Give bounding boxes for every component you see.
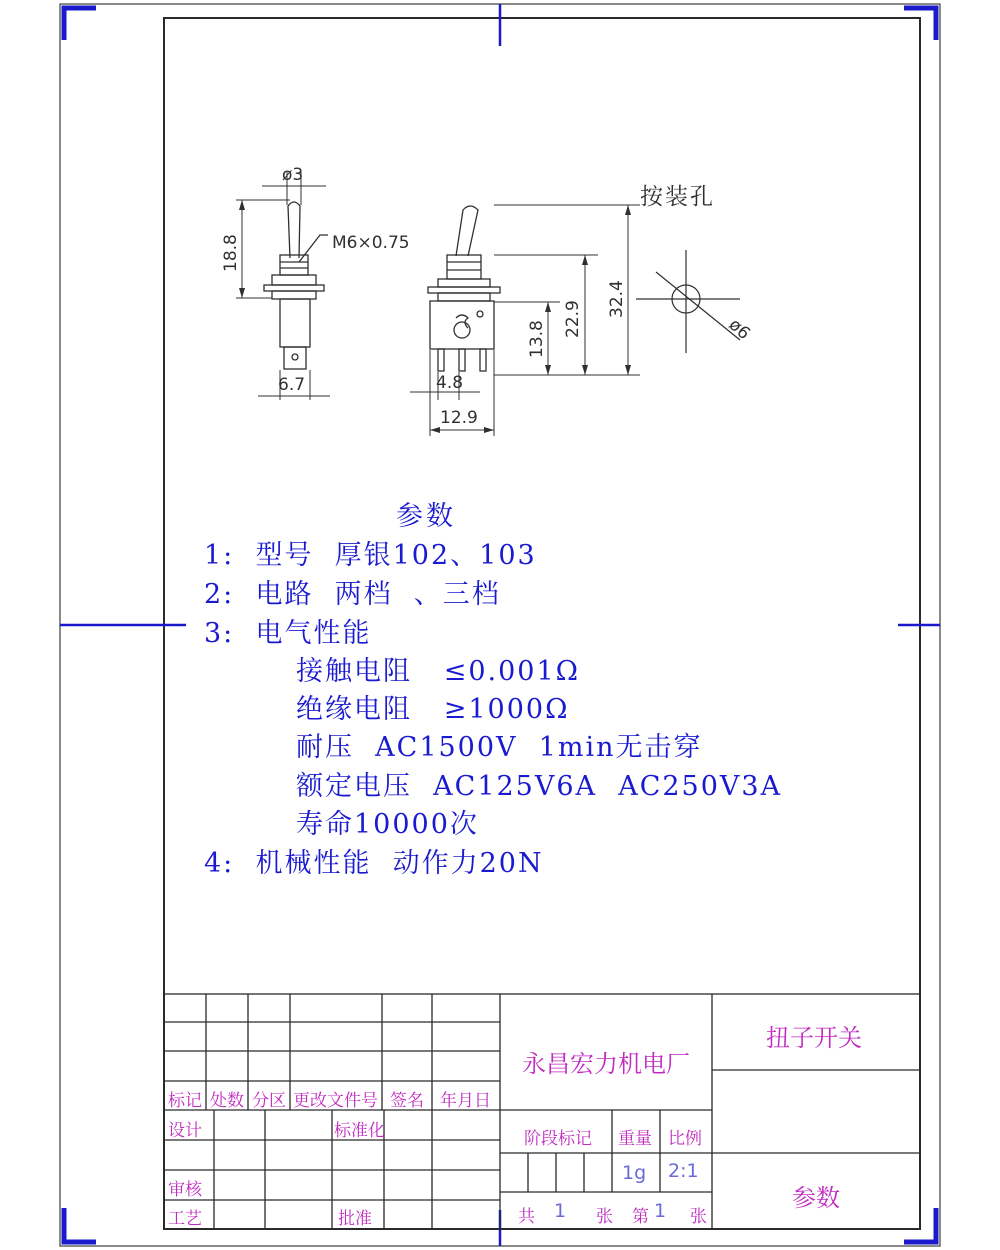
tb-header-zone: 分区	[252, 1091, 286, 1111]
spec-line-2: 2: 电路 两档 、三档	[204, 579, 501, 610]
tb-part-name: 扭子开关	[766, 1024, 862, 1052]
spec-line-4: 4: 机械性能 动作力20N	[204, 848, 544, 879]
tb-review: 审核	[168, 1180, 202, 1200]
tb-header-change-doc: 更改文件号	[293, 1091, 378, 1111]
spec-line-withstand-voltage: 耐压 AC1500V 1min无击穿	[296, 732, 703, 763]
tb-weight-label: 重量	[618, 1129, 652, 1149]
tb-company: 永昌宏力机电厂	[522, 1050, 690, 1078]
side-view-drawing	[264, 202, 328, 369]
tb-header-count: 处数	[210, 1091, 244, 1111]
dim-shaft-dia: ø3	[282, 165, 304, 185]
dim-height-total: 32.4	[607, 280, 627, 318]
spec-line-life: 寿命10000次	[296, 809, 479, 840]
tb-process: 工艺	[168, 1209, 202, 1229]
tb-standardize: 标准化	[334, 1121, 385, 1141]
dim-body-width: 12.9	[440, 408, 478, 428]
dim-body-height: 13.8	[527, 320, 547, 358]
dim-thread: M6×0.75	[332, 233, 410, 253]
dim-pin-spacing: 4.8	[436, 373, 464, 393]
spec-line-contact-resistance: 接触电阻 ≤0.001Ω	[296, 656, 581, 687]
tb-design: 设计	[168, 1121, 202, 1141]
tb-sheet-no: 1	[654, 1200, 667, 1222]
tb-header-date: 年月日	[440, 1091, 491, 1111]
front-view-drawing	[428, 206, 500, 371]
tb-header-signature: 签名	[390, 1091, 424, 1111]
spec-line-rated-voltage: 额定电压 AC125V6A AC250V3A	[296, 771, 783, 802]
tb-scale: 2:1	[668, 1160, 699, 1182]
side-view-dims	[236, 172, 330, 400]
tb-sheet-no-prefix: 第	[632, 1207, 649, 1227]
spec-line-1: 1: 型号 厚银102、103	[204, 540, 537, 571]
tb-stage-mark: 阶段标记	[524, 1129, 592, 1149]
front-view-dims	[410, 205, 640, 436]
dim-height-22: 22.9	[563, 300, 583, 338]
tb-sheet-unit-1: 张	[596, 1207, 613, 1227]
tb-doc-type: 参数	[792, 1184, 840, 1212]
specs-heading: 参数	[396, 501, 456, 532]
spec-line-3: 3: 电气性能	[204, 618, 372, 649]
tb-header-mark: 标记	[168, 1091, 202, 1111]
tb-sheet-total: 1	[554, 1200, 567, 1222]
spec-line-insulation-resistance: 绝缘电阻 ≥1000Ω	[296, 694, 570, 725]
tb-weight: 1g	[622, 1162, 647, 1184]
tb-approve: 批准	[338, 1209, 372, 1229]
tb-sheet-total-prefix: 共	[518, 1207, 535, 1227]
dim-pin-pitch-side: 6.7	[278, 375, 306, 395]
tb-scale-label: 比例	[668, 1129, 702, 1149]
tb-sheet-unit-2: 张	[690, 1207, 707, 1227]
dim-mount-hole-label: 按装孔	[640, 184, 715, 210]
dim-hole-dia: ø6	[724, 314, 754, 344]
dim-height-left: 18.8	[221, 234, 241, 272]
mount-hole-drawing	[636, 250, 740, 353]
